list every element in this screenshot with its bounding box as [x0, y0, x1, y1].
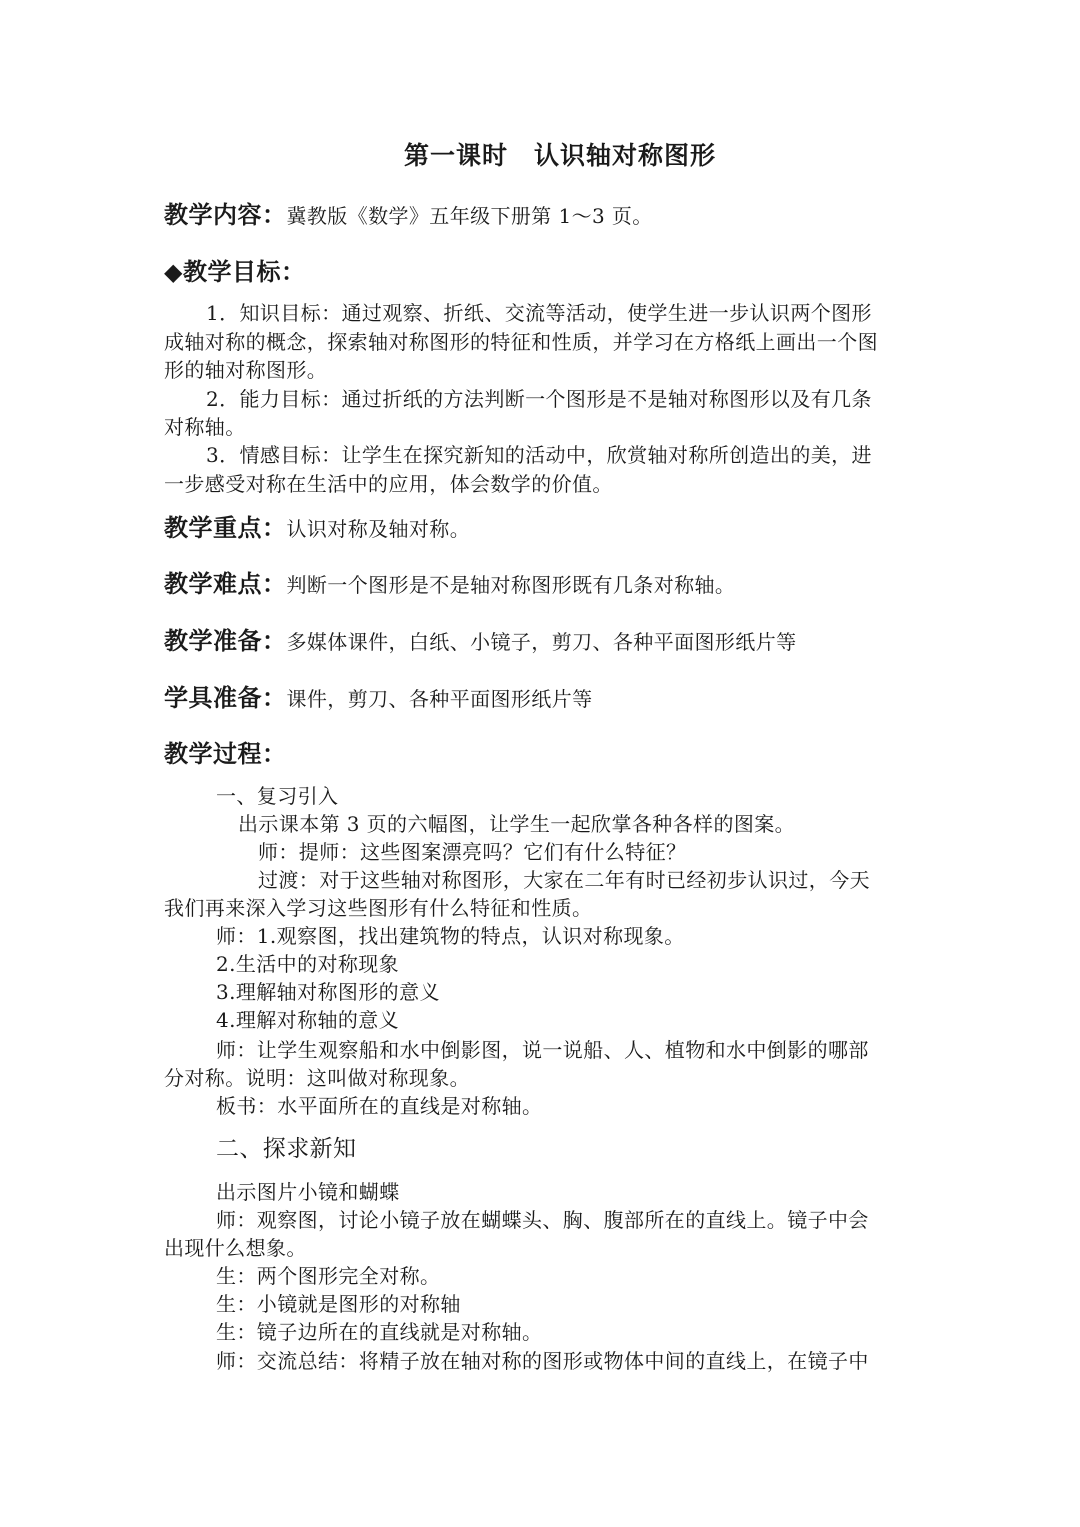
- process-line: 3.理解轴对称图形的意义: [216, 980, 440, 1004]
- section-title-review: 一、复习引入: [216, 784, 339, 808]
- process-line: 生：小镜就是图形的对称轴: [216, 1292, 461, 1316]
- process-line: 板书：水平面所在的直线是对称轴。: [216, 1094, 543, 1118]
- objective-line: 2．能力目标：通过折纸的方法判断一个图形是不是轴对称图形以及有几条: [206, 387, 872, 411]
- teaching-content: [164, 198, 653, 233]
- process-line: 分对称。说明：这叫做对称现象。: [164, 1066, 470, 1090]
- teaching-preparation: [164, 624, 797, 659]
- process-line: 出现什么想象。: [164, 1236, 307, 1260]
- process-line: 师：让学生观察船和水中倒影图，说一说船、人、植物和水中倒影的哪部: [216, 1038, 869, 1062]
- process-line: 过渡：对于这些轴对称图形，大家在二年有时已经初步认识过，今天: [258, 868, 870, 892]
- process-line: 师：交流总结：将精子放在轴对称的图形或物体中间的直线上，在镜子中: [216, 1349, 869, 1373]
- title-lesson-number: 第一课时: [404, 141, 509, 170]
- process-line: 出示图片小镜和蝴蝶: [216, 1180, 400, 1204]
- process-line: 4.理解对称轴的意义: [216, 1008, 400, 1032]
- process-line: 我们再来深入学习这些图形有什么特征和性质。: [164, 896, 593, 920]
- teaching-content-label: 教学内容：: [164, 200, 287, 229]
- objective-line: 对称轴。: [164, 415, 246, 439]
- objective-line: 一步感受对称在生活中的应用，体会数学的价值。: [164, 472, 613, 496]
- objective-line: 成轴对称的概念，探索轴对称图形的特征和性质，并学习在方格纸上画出一个图: [164, 330, 878, 354]
- key-point: [164, 511, 470, 546]
- process-heading: 教学过程：: [164, 739, 287, 768]
- objective-line: 形的轴对称图形。: [164, 358, 328, 382]
- title-topic: 认识轴对称图形: [534, 141, 717, 170]
- process-line: 2.生活中的对称现象: [216, 952, 400, 976]
- process-line: 生：两个图形完全对称。: [216, 1264, 441, 1288]
- process-line: 出示课本第 3 页的六幅图，让学生一起欣掌各种各样的图案。: [238, 812, 796, 836]
- teaching-preparation-value: 多媒体课件，白纸、小镜子，剪刀、各种平面图形纸片等: [286, 630, 797, 654]
- process-line: 生：镜子边所在的直线就是对称轴。: [216, 1320, 543, 1344]
- student-preparation-label: 学具准备：: [164, 683, 287, 712]
- teaching-preparation-label: 教学准备：: [164, 626, 287, 655]
- key-point-value: 认识对称及轴对称。: [286, 517, 471, 541]
- difficulty-value: 判断一个图形是不是轴对称图形既有几条对称轴。: [286, 573, 736, 597]
- process-line: 师：1.观察图，找出建筑物的特点，认识对称现象。: [216, 924, 685, 948]
- student-preparation-value: 课件，剪刀、各种平面图形纸片等: [286, 687, 593, 711]
- section-title-explore: 二、探求新知: [216, 1136, 357, 1162]
- student-preparation: [164, 681, 593, 716]
- teaching-content-value: 冀教版《数学》五年级下册第 1～3 页。: [286, 204, 653, 228]
- objective-line: 1．知识目标：通过观察、折纸、交流等活动，使学生进一步认识两个图形: [206, 301, 872, 325]
- difficulty: [164, 567, 735, 602]
- key-point-label: 教学重点：: [164, 513, 287, 542]
- objective-line: 3．情感目标：让学生在探究新知的活动中，欣赏轴对称所创造出的美，进: [206, 443, 872, 467]
- process-line: 师：提师：这些图案漂亮吗？它们有什么特征？: [258, 840, 687, 864]
- process-line: 师：观察图，讨论小镜子放在蝴蝶头、胸、腹部所在的直线上。镜子中会: [216, 1208, 869, 1232]
- page-title: [404, 142, 716, 170]
- objectives-heading: ◆教学目标：: [164, 257, 306, 286]
- difficulty-label: 教学难点：: [164, 569, 287, 598]
